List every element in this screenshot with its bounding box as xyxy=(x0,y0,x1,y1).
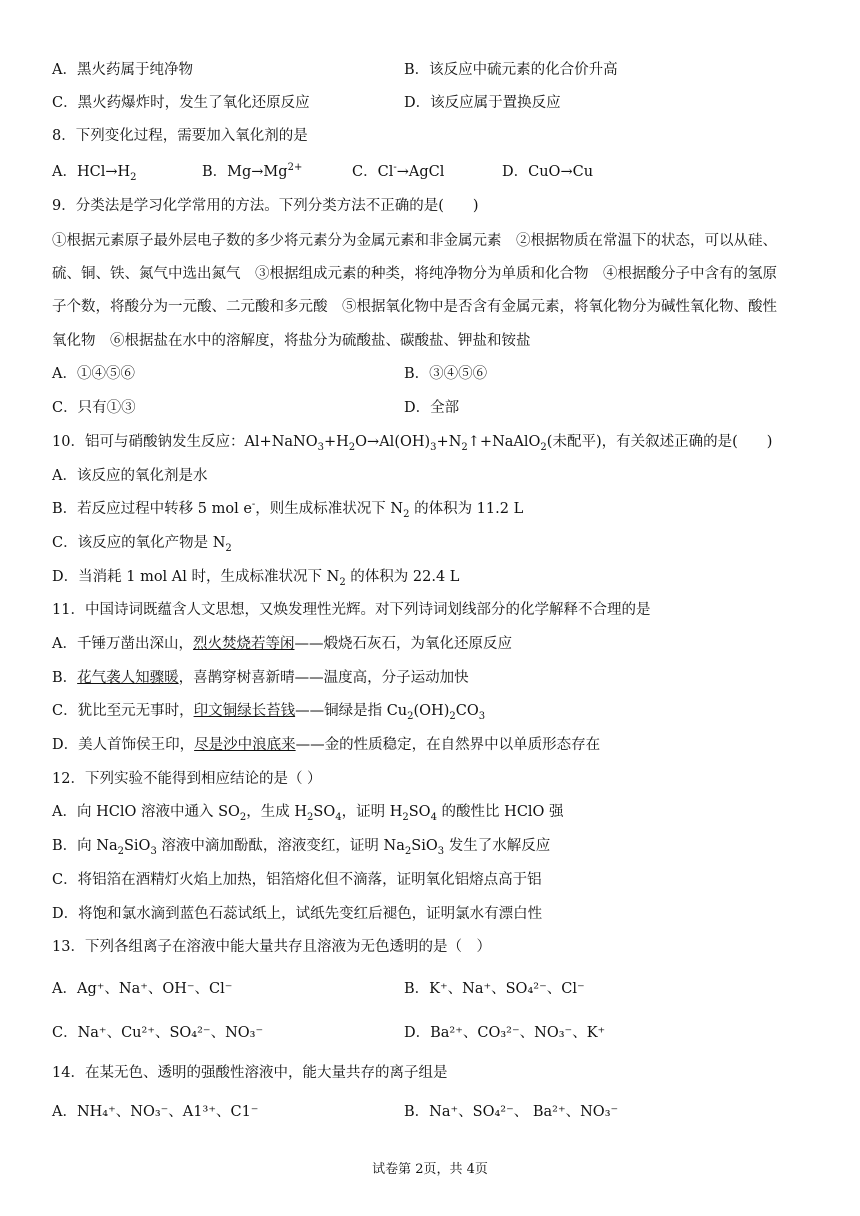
q8-option-c[interactable]: C．Cl-→AgCl xyxy=(352,162,445,180)
q11-option-c[interactable]: C．犹比至元无事时，印文铜绿长苔钱——铜绿是指 $Cu_2(OH)_2CO_3$ xyxy=(52,703,486,722)
q8-stem: 8．下列变化过程，需要加入氧化剂的是 xyxy=(52,128,308,144)
q10-stem: 10．铝可与硝酸钠发生反应：$Al+NaNO_3+H_2O\to Al(OH)_3+N_2↑+NaAlO_2$(未配平)，有关叙述正确的是( ) xyxy=(52,434,773,453)
q9-text-1: ①根据元素原子最外层电子数的多少将元素分为金属元素和非金属元素 ②根据物质在常温下的状态，可以从硅、 xyxy=(52,233,777,249)
q12-option-c[interactable]: C．将铝箔在酒精灯火焰上加热，铝箔熔化但不滴落，证明氧化铝熔点高于铝 xyxy=(52,872,542,888)
q8-option-d[interactable]: D．CuO→Cu xyxy=(502,164,594,180)
page-footer: 试卷第 2页，共 4页 xyxy=(372,1162,488,1177)
q8-option-a[interactable]: A．$HCl\to H_2$ xyxy=(52,164,137,183)
q9-row-2 xyxy=(52,398,812,418)
q9-option-d[interactable]: D．全部 xyxy=(404,400,460,416)
q11-stem: 11．中国诗词既蕴含人文思想，又焕发理性光辉。对下列诗词划线部分的化学解释不合理的是 xyxy=(52,602,651,618)
q13-option-a[interactable]: A．Ag⁺、Na⁺、OH⁻、Cl⁻ xyxy=(52,981,233,997)
q7-option-c[interactable]: C．黑火药爆炸时，发生了氧化还原反应 xyxy=(52,95,310,111)
q9-text-3: 子个数，将酸分为一元酸、二元酸和多元酸 ⑤根据氧化物中是否含有金属元素，将氧化物分为碱性氧化物、酸性 xyxy=(52,299,777,315)
q9-stem: 9．分类法是学习化学常用的方法。下列分类方法不正确的是( ) xyxy=(52,198,479,214)
q12-option-d[interactable]: D．将饱和氯水滴到蓝色石蕊试纸上，试纸先变红后褪色，证明氯水有漂白性 xyxy=(52,906,543,922)
q9-text-2: 硫、铜、铁、氮气中选出氮气 ③根据组成元素的种类，将纯净物分为单质和化合物 ④根据酸分子中含有的氢原 xyxy=(52,266,777,282)
q10-option-d[interactable]: D．当消耗 1 mol Al 时，生成标准状况下 $N_2$ 的体积为 22.4 L xyxy=(52,569,460,588)
q14-row-1 xyxy=(52,1102,812,1122)
q12-option-b[interactable]: B．向 $Na_2SiO_3$ 溶液中滴加酚酞，溶液变红，证明 $Na_2SiO_3$ 发生了水解反应 xyxy=(52,838,551,857)
q14-option-a[interactable]: A．NH₄⁺、NO₃⁻、A1³⁺、C1⁻ xyxy=(52,1104,259,1120)
q13-stem: 13．下列各组离子在溶液中能大量共存且溶液为无色透明的是（ ） xyxy=(52,939,491,955)
q7-row-1 xyxy=(52,60,812,80)
q9-option-b[interactable]: B．③④⑤⑥ xyxy=(404,366,488,382)
q12-option-a[interactable]: A．向 HClO 溶液中通入 $SO_2$，生成 $H_2SO_4$，证明 $H_2SO_4$ 的酸性比 HClO 强 xyxy=(52,804,564,823)
q10-option-a[interactable]: A．该反应的氧化剂是水 xyxy=(52,468,208,484)
q13-row-2 xyxy=(52,1023,812,1043)
q13-option-b[interactable]: B．K⁺、Na⁺、SO₄²⁻、Cl⁻ xyxy=(404,981,585,997)
q13-option-c[interactable]: C．Na⁺、Cu²⁺、SO₄²⁻、NO₃⁻ xyxy=(52,1025,264,1041)
q7-option-b[interactable]: B．该反应中硫元素的化合价升高 xyxy=(404,62,618,78)
q9-option-a[interactable]: A．①④⑤⑥ xyxy=(52,366,135,382)
q14-option-b[interactable]: B．Na⁺、SO₄²⁻、 Ba²⁺、NO₃⁻ xyxy=(404,1104,619,1120)
q9-text-4: 氧化物 ⑥根据盐在水中的溶解度，将盐分为硫酸盐、碳酸盐、钾盐和铵盐 xyxy=(52,333,531,349)
q11-option-d[interactable]: D．美人首饰侯王印，尽是沙中浪底来——金的性质稳定，在自然界中以单质形态存在 xyxy=(52,737,601,753)
q9-row-1 xyxy=(52,364,812,384)
q9-option-c[interactable]: C．只有①③ xyxy=(52,400,136,416)
q10-option-c[interactable]: C．该反应的氧化产物是 $N_2$ xyxy=(52,535,232,554)
q7-row-2 xyxy=(52,93,812,113)
q10-option-b[interactable]: B．若反应过程中转移 5 mol e-，则生成标准状况下 $N_2$ 的体积为 11.2 L xyxy=(52,499,524,520)
q11-option-b[interactable]: B．花气袭人知骤暖，喜鹊穿树喜新晴——温度高，分子运动加快 xyxy=(52,670,469,686)
q7-option-d[interactable]: D．该反应属于置换反应 xyxy=(404,95,561,111)
q14-stem: 14．在某无色、透明的强酸性溶液中，能大量共存的离子组是 xyxy=(52,1065,448,1081)
q7-option-a[interactable]: A．黑火药属于纯净物 xyxy=(52,62,193,78)
q13-option-d[interactable]: D．Ba²⁺、CO₃²⁻、NO₃⁻、K⁺ xyxy=(404,1025,606,1041)
q12-stem: 12．下列实验不能得到相应结论的是（ ） xyxy=(52,771,322,787)
q8-option-b[interactable]: B．$Mg\to Mg^{2+}$ xyxy=(202,162,303,180)
q11-option-a[interactable]: A．千锤万凿出深山，烈火焚烧若等闲——煅烧石灰石，为氧化还原反应 xyxy=(52,636,512,652)
q13-row-1 xyxy=(52,979,812,999)
